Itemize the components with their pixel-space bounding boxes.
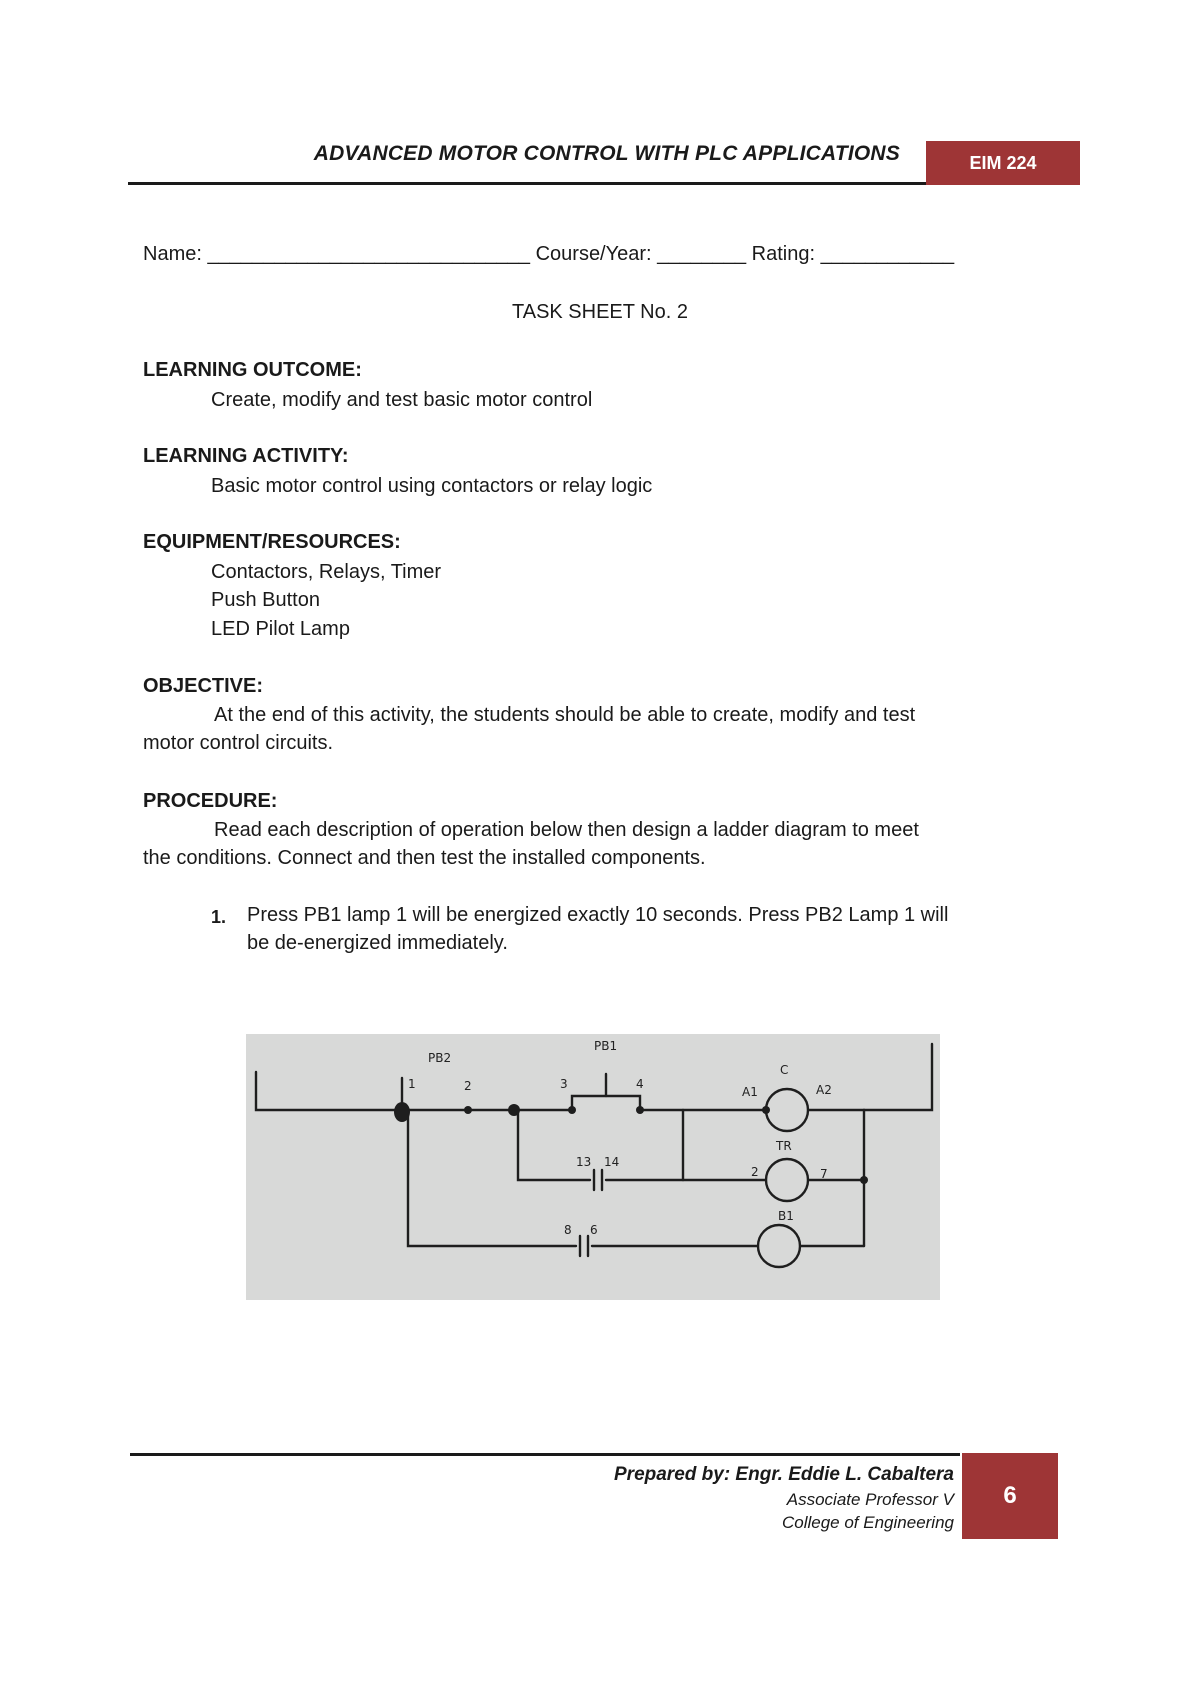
page-number-badge: 6 xyxy=(962,1453,1058,1539)
task-sheet-title: TASK SHEET No. 2 xyxy=(512,301,688,323)
seal-in-branch-left xyxy=(518,1110,590,1180)
procedure-heading: PROCEDURE: xyxy=(143,790,278,812)
contact-8-6 xyxy=(580,1236,588,1256)
equipment-item: Contactors, Relays, Timer xyxy=(211,561,442,583)
objective-text-line: At the end of this activity, the students should be able to create, modify and test xyxy=(214,704,916,726)
junction-dot xyxy=(568,1106,576,1114)
label-tr-out: 7 xyxy=(820,1167,828,1181)
procedure-text-line: the conditions. Connect and then test the installed components. xyxy=(143,847,706,869)
label-pb1: PB1 xyxy=(594,1039,618,1053)
document-title: ADVANCED MOTOR CONTROL WITH PLC APPLICATIONS xyxy=(313,142,900,165)
label-a2: A2 xyxy=(816,1083,832,1097)
step-number: 1. xyxy=(211,907,227,927)
learning-activity-heading: LEARNING ACTIVITY: xyxy=(143,445,349,467)
step-text-line: be de-energized immediately. xyxy=(247,932,508,954)
ladder-diagram xyxy=(246,1034,940,1300)
label-node-8: 8 xyxy=(564,1223,572,1237)
pb1-contact xyxy=(572,1096,640,1110)
author-position: Associate Professor V xyxy=(786,1490,954,1509)
label-node-4: 4 xyxy=(636,1077,644,1091)
bottom-rung-left xyxy=(408,1110,576,1246)
label-a1: A1 xyxy=(742,1085,758,1099)
prepared-by: Prepared by: Engr. Eddie L. Cabaltera xyxy=(614,1464,954,1485)
ladder-diagram-photo xyxy=(246,1034,940,1300)
header-rule xyxy=(128,182,926,185)
lamp-b1 xyxy=(758,1225,800,1267)
label-node-14: 14 xyxy=(604,1155,620,1169)
label-b1: B1 xyxy=(778,1209,794,1223)
right-power-rail xyxy=(864,1044,932,1110)
label-tr: TR xyxy=(776,1139,792,1153)
label-node-13: 13 xyxy=(576,1155,592,1169)
label-node-6: 6 xyxy=(590,1223,598,1237)
learning-outcome-heading: LEARNING OUTCOME: xyxy=(143,359,362,381)
equipment-item: Push Button xyxy=(211,589,320,611)
label-node-3: 3 xyxy=(560,1077,568,1091)
objective-heading: OBJECTIVE: xyxy=(143,675,264,697)
student-info-line: Name: _____________________________ Course/Year: ________ Rating: ____________ xyxy=(143,243,955,265)
author-college: College of Engineering xyxy=(781,1513,954,1532)
equipment-item: LED Pilot Lamp xyxy=(211,618,350,640)
learning-outcome-text: Create, modify and test basic motor control xyxy=(211,389,593,411)
label-tr-in: 2 xyxy=(751,1165,759,1179)
step-text-line: Press PB1 lamp 1 will be energized exactly 10 seconds. Press PB2 Lamp 1 will xyxy=(247,904,949,926)
junction-dot xyxy=(508,1104,520,1116)
learning-activity-text: Basic motor control using contactors or relay logic xyxy=(211,475,653,497)
objective-text-line: motor control circuits. xyxy=(143,732,334,754)
course-code-badge: EIM 224 xyxy=(926,141,1080,185)
contact-13-14 xyxy=(594,1170,602,1190)
label-node-2: 2 xyxy=(464,1079,472,1093)
left-power-rail xyxy=(256,1072,402,1110)
junction-dot xyxy=(394,1102,410,1122)
coil-c xyxy=(766,1089,808,1131)
label-coil-c: C xyxy=(780,1063,789,1077)
label-node-1: 1 xyxy=(408,1077,416,1091)
footer-rule xyxy=(130,1453,960,1456)
junction-dot xyxy=(464,1106,472,1114)
junction-dot xyxy=(762,1106,770,1114)
junction-dot xyxy=(636,1106,644,1114)
procedure-text-line: Read each description of operation below then design a ladder diagram to meet xyxy=(214,819,919,841)
junction-dot xyxy=(860,1176,868,1184)
equipment-heading: EQUIPMENT/RESOURCES: xyxy=(143,531,401,553)
label-pb2: PB2 xyxy=(428,1051,452,1065)
coil-tr xyxy=(766,1159,808,1201)
